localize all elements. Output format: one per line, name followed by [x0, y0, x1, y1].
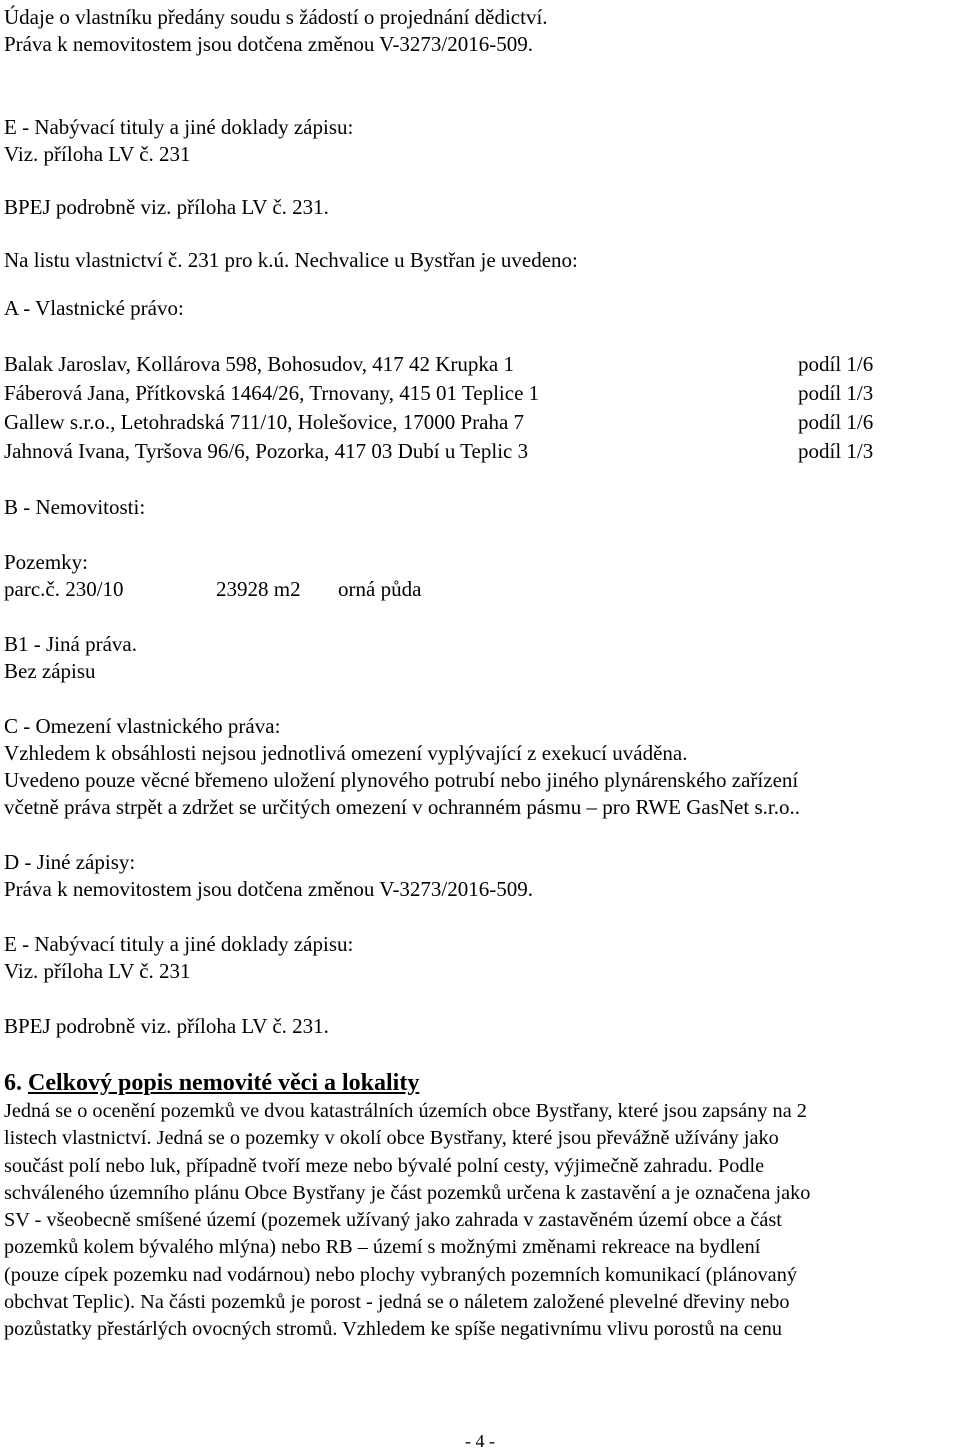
owner-name: Gallew s.r.o., Letohradská 711/10, Holešovice, 17000 Praha 7	[4, 410, 525, 434]
parcel-row	[4, 576, 956, 603]
owner-row	[4, 350, 956, 379]
lv-intro: Na listu vlastnictví č. 231 pro k.ú. Nechvalice u Bystřan je uvedeno:	[4, 248, 578, 272]
paragraph-line: součást polí nebo luk, případně tvoří meze nebo bývalé polní cesty, výjimečně zahradu. Podle	[4, 1154, 765, 1177]
section-c-line: včetně práva strpět a zdržet se určitých omezení v ochranném pásmu – pro RWE GasNet s.r.o..	[4, 795, 800, 819]
section-e-bottom-value: Viz. příloha LV č. 231	[4, 959, 191, 983]
chapter-number: 6.	[4, 1070, 22, 1096]
owner-row	[4, 379, 956, 408]
bpej-top: BPEJ podrobně viz. příloha LV č. 231.	[4, 195, 329, 219]
paragraph-line: schváleného územního plánu Obce Bystřany je část pozemků určena k zastavění a je označena jako	[4, 1181, 811, 1204]
paragraph-line: (pouze cípek pozemku nad vodárnou) nebo plochy vybraných pozemních komunikací (plánovaný	[4, 1263, 797, 1286]
owner-name: Jahnová Ivana, Tyršova 96/6, Pozorka, 417 03 Dubí u Teplic 3	[4, 439, 529, 463]
intro-line-1: Údaje o vlastníku předány soudu s žádostí o projednání dědictví.	[4, 5, 548, 29]
paragraph-line: pozemků kolem bývalého mlýna) nebo RB – území s možnými změnami rekreace na bydlení	[4, 1236, 761, 1259]
owner-name: Fáberová Jana, Přítkovská 1464/26, Trnovany, 415 01 Teplice 1	[4, 381, 540, 405]
paragraph-line: Jedná se o ocenění pozemků ve dvou katastrálních územích obce Bystřany, které jsou zapsány na 2	[4, 1100, 807, 1122]
parcel-area: 23928 m2	[216, 577, 301, 601]
owner-row	[4, 408, 956, 437]
paragraph-line: obchvat Teplic). Na části pozemků je porost - jedná se o náletem založené plevelné dřeviny nebo	[4, 1291, 790, 1314]
owner-share: podíl 1/3	[798, 439, 874, 463]
intro-line-2: Práva k nemovitostem jsou dotčena změnou V-3273/2016-509.	[4, 32, 534, 56]
owner-name: Balak Jaroslav, Kollárova 598, Bohosudov, 417 42 Krupka 1	[4, 352, 514, 376]
parcel-id: parc.č. 230/10	[4, 577, 124, 601]
paragraph-line: listech vlastnictví. Jedná se o pozemky v okolí obce Bystřany, které jsou převážně užívány jako	[4, 1127, 779, 1150]
document-page	[4, 4, 956, 1344]
section-b-subheading: Pozemky:	[4, 550, 88, 574]
owner-share: podíl 1/3	[798, 381, 874, 405]
section-d-value: Práva k nemovitostem jsou dotčena změnou V-3273/2016-509.	[4, 877, 534, 901]
owner-share: podíl 1/6	[798, 352, 874, 376]
section-a-heading: A - Vlastnické právo:	[4, 296, 184, 320]
section-c-heading: C - Omezení vlastnického práva:	[4, 714, 281, 738]
section-b-heading: B - Nemovitosti:	[4, 495, 146, 519]
chapter-heading	[4, 1068, 956, 1098]
paragraph-line: SV - všeobecně smíšené území (pozemek užívaný jako zahrada v zastavěném území obce a část	[4, 1209, 782, 1232]
chapter-paragraph	[4, 1098, 956, 1344]
section-c-line: Uvedeno pouze věcné břemeno uložení plynového potrubí nebo jiného plynárenského zařízení	[4, 768, 799, 792]
section-e-bottom-heading: E - Nabývací tituly a jiné doklady zápisu:	[4, 932, 354, 956]
bpej-bottom: BPEJ podrobně viz. příloha LV č. 231.	[4, 1014, 329, 1038]
section-e-top-heading: E - Nabývací tituly a jiné doklady zápisu:	[4, 115, 354, 139]
owner-share: podíl 1/6	[798, 410, 874, 434]
parcel-use: orná půda	[338, 577, 422, 601]
owner-row	[4, 437, 956, 466]
section-e-top-value: Viz. příloha LV č. 231	[4, 142, 191, 166]
section-c-line: Vzhledem k obsáhlosti nejsou jednotlivá omezení vyplývající z exekucí uváděna.	[4, 741, 688, 765]
page-number: - 4 -	[465, 1431, 495, 1451]
section-d-heading: D - Jiné zápisy:	[4, 850, 136, 874]
paragraph-line: pozůstatky přestárlých ovocných stromů. Vzhledem ke spíše negativnímu vlivu porostů na cenu	[4, 1318, 783, 1341]
section-b1-value: Bez zápisu	[4, 659, 96, 683]
chapter-title: Celkový popis nemovité věci a lokality	[28, 1070, 420, 1096]
section-b1-heading: B1 - Jiná práva.	[4, 632, 137, 656]
